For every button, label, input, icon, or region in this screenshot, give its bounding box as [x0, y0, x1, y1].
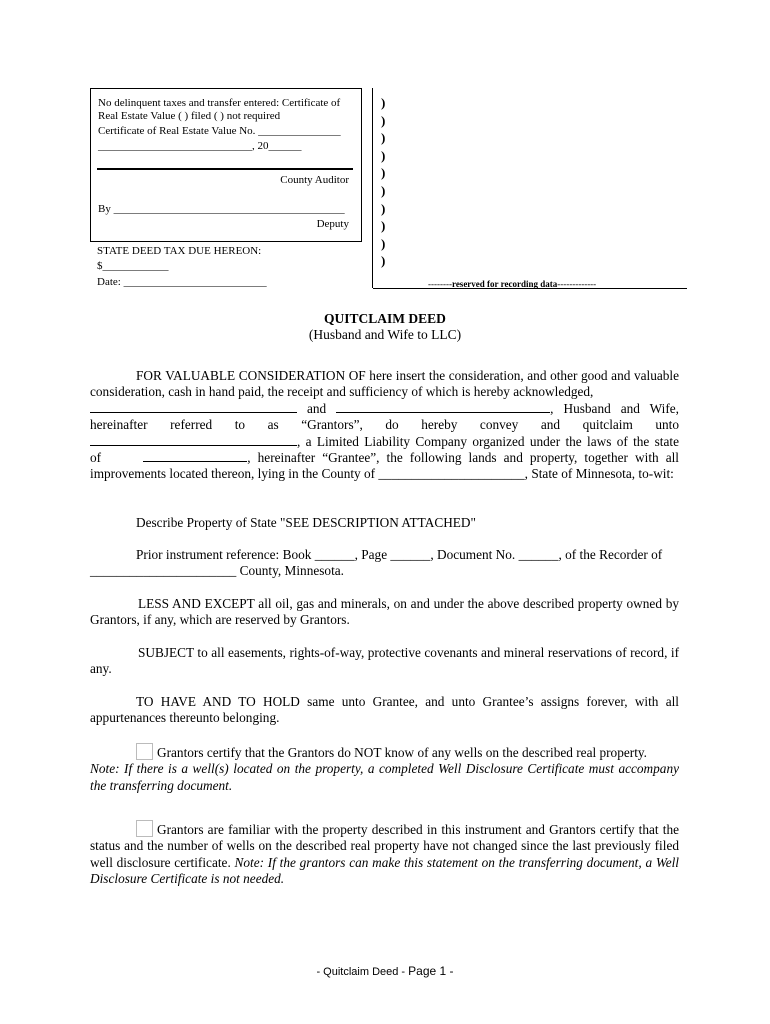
page-footer: - Quitclaim Deed - Page 1 -: [316, 964, 454, 978]
paren: ): [381, 235, 386, 251]
grantee-blank[interactable]: [90, 434, 297, 446]
county-auditor-label: County Auditor: [280, 174, 349, 186]
delinquent-taxes-line: No delinquent taxes and transfer entered: Certificate of: [98, 97, 341, 109]
wells-unchanged-checkbox[interactable]: [136, 820, 153, 837]
subject-clause: SUBJECT to all easements, rights-of-way, protective covenants and mineral reservations of record, if any.: [90, 645, 679, 677]
less-except-clause: LESS AND EXCEPT all oil, gas and minerals, on and under the above described property owned by Grantors, if any, which are reserved by Grantors.: [90, 596, 679, 628]
consideration-text: FOR VALUABLE CONSIDERATION OF here insert the consideration, and other good and valuable consideration, cash in hand paid, the receipt and sufficiency of which is hereby acknowledged,: [90, 368, 679, 400]
wells-unchanged-note: Note: If the grantors can make this statement on the transferring document, a Well Disclosure Certificate is not needed.: [90, 854, 679, 887]
state-blank[interactable]: [143, 450, 247, 462]
paren: ): [381, 95, 386, 110]
grantor1-blank[interactable]: [90, 401, 297, 413]
paren: ): [381, 112, 386, 128]
wells-certification-2: [90, 820, 679, 888]
paren: ): [381, 130, 386, 146]
grantee-state-line: of , hereinafter “Grantee”, the following lands and property, together with all improvements located thereon, lying in the County of ______________________, State of Minnesota, to-wit:: [90, 450, 679, 482]
paren-column: [381, 94, 385, 270]
deputy-label: Deputy: [316, 218, 349, 230]
paren: ): [381, 200, 386, 216]
deed-tax-date: Date: __________________________: [97, 276, 267, 288]
wells-certification-1: [90, 743, 679, 794]
signature-rule: [97, 168, 353, 170]
wells-none-note: Note: If there is a well(s) located on the property, a completed Well Disclosure Certificate must accompany the transferring document.: [90, 761, 679, 793]
document-title: QUITCLAIM DEED: [324, 311, 446, 326]
certificate-number-line: Certificate of Real Estate Value No. _______________: [98, 125, 341, 137]
real-estate-value-line: Real Estate Value ( ) filed ( ) not required: [98, 110, 281, 122]
prior-instrument: Prior instrument reference: Book ______, Page ______, Document No. ______, of the Recorder of ______________________ County, Minnesota.: [90, 547, 663, 579]
by-line: By __________________________________________: [98, 203, 345, 215]
wells-unchanged-text: Grantors are familiar with the property described in this instrument and Grantors certify that the status and the number of wells on the described real property have not changed since the last previously filed well disclosure certificate.: [90, 822, 679, 870]
paren: ): [381, 147, 386, 163]
property-description: Describe Property of State "SEE DESCRIPTION ATTACHED": [136, 515, 476, 530]
habendum-clause: TO HAVE AND TO HOLD same unto Grantee, and unto Grantee’s assigns forever, with all appurtenances thereunto belonging.: [90, 694, 679, 726]
page-number: Page 1 -: [408, 964, 454, 978]
paren: ): [381, 218, 386, 234]
deed-tax-amount: $____________: [97, 260, 169, 272]
wells-none-text: Grantors certify that the Grantors do NOT know of any wells on the described real property.: [157, 745, 647, 760]
paren: ): [381, 182, 386, 198]
grantor2-blank[interactable]: [336, 401, 550, 413]
consideration-paragraph: [90, 368, 679, 483]
recording-divider: [372, 88, 373, 288]
wells-none-checkbox[interactable]: [136, 743, 153, 760]
recording-area-label: --------reserved for recording data-------------: [428, 279, 597, 289]
date-year-line: ____________________________, 20______: [98, 140, 302, 152]
grantor-names-line: and , Husband and Wife,: [90, 401, 679, 417]
deed-tax-label: STATE DEED TAX DUE HEREON:: [97, 245, 262, 257]
document-subtitle: (Husband and Wife to LLC): [308, 327, 462, 342]
auditor-box: [90, 88, 362, 242]
convey-line: hereinafter referred to as “Grantors”, do hereby convey and quitclaim unto: [90, 417, 679, 433]
llc-line: , a Limited Liability Company organized under the laws of the state: [90, 434, 679, 450]
paren: ): [381, 165, 386, 181]
paren: ): [381, 253, 386, 269]
